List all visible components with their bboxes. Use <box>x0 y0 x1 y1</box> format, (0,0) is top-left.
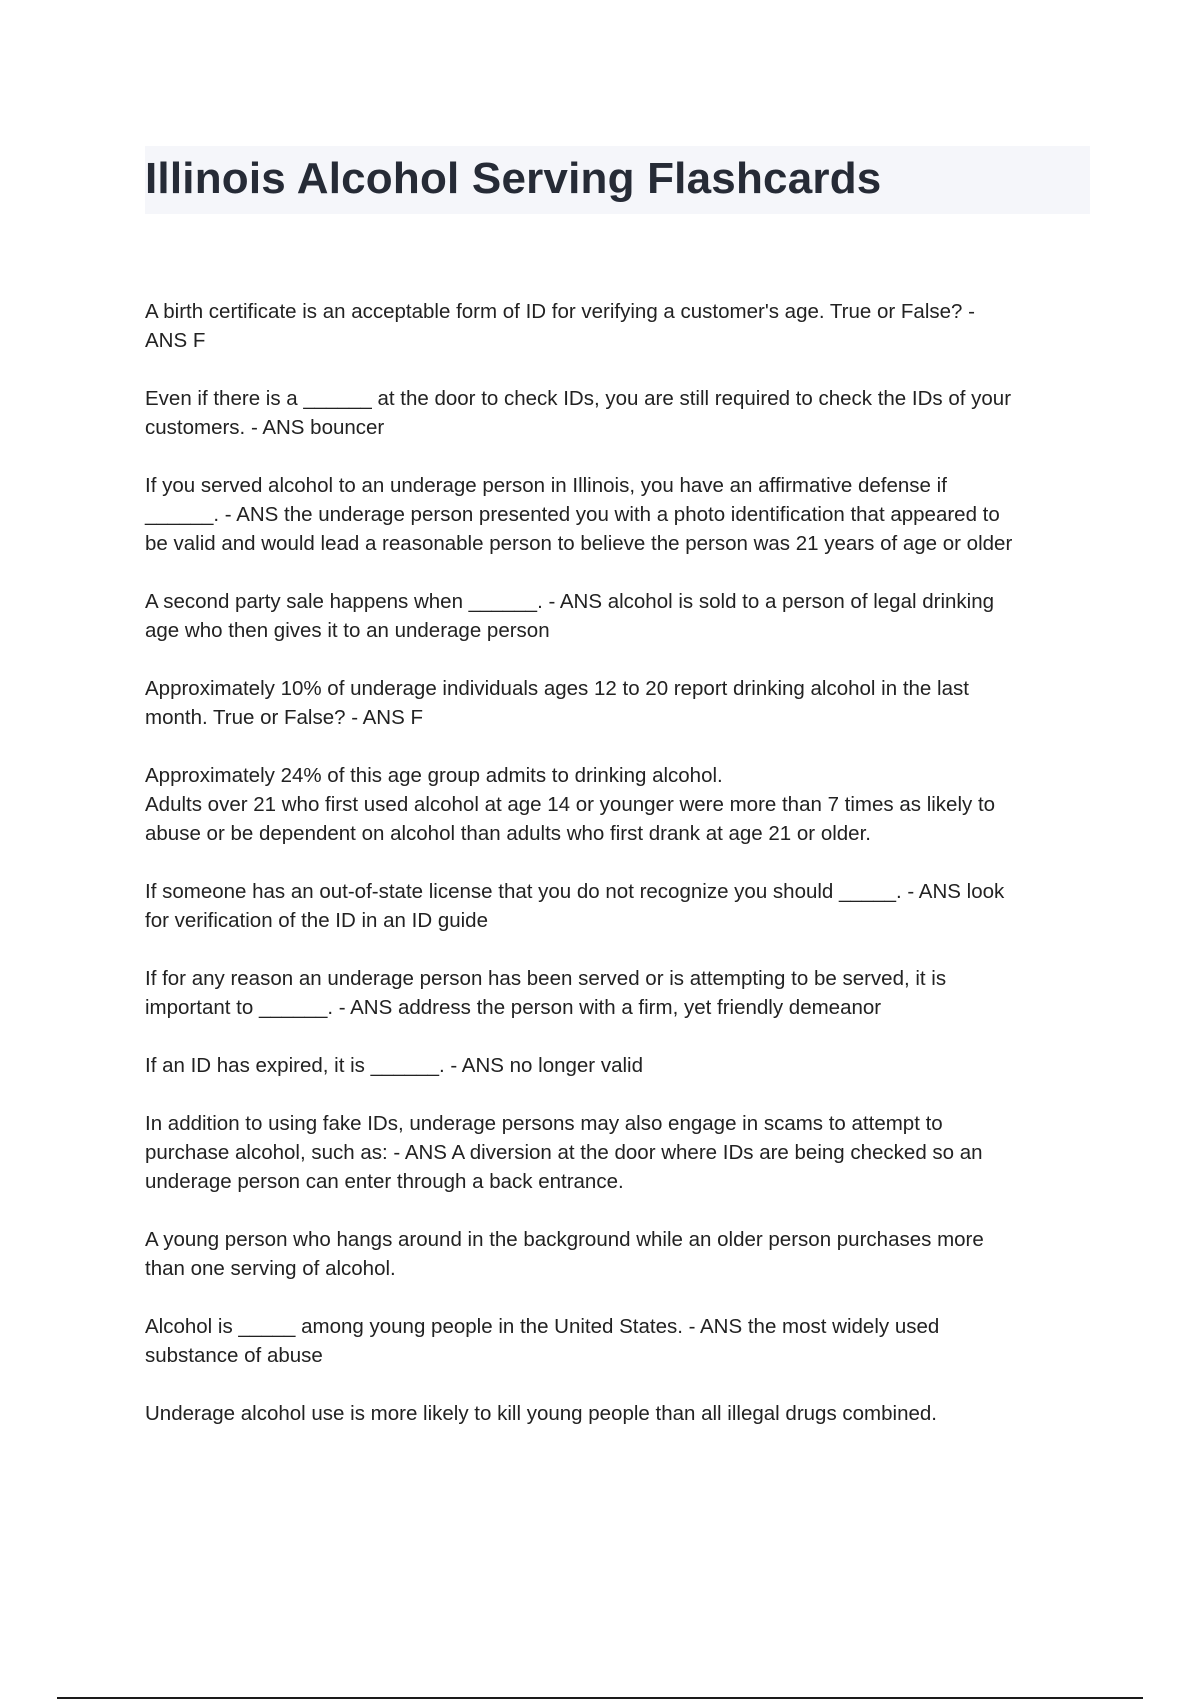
text-line: for verification of the ID in an ID guide <box>145 909 488 932</box>
flashcard-paragraph <box>145 587 1090 645</box>
text-line: underage person can enter through a back entrance. <box>145 1170 624 1193</box>
flashcard-paragraph <box>145 1109 1090 1196</box>
text-line: Even if there is a ______ at the door to check IDs, you are still required to check the IDs of your <box>145 387 1012 410</box>
text-line: month. True or False? - ANS F <box>145 706 423 729</box>
page-title: Illinois Alcohol Serving Flashcards <box>145 154 882 203</box>
flashcard-paragraph <box>145 384 1090 442</box>
flashcard-paragraph <box>145 297 1090 355</box>
text-line: In addition to using fake IDs, underage persons may also engage in scams to attempt to <box>145 1112 943 1135</box>
text-line: customers. - ANS bouncer <box>145 416 385 439</box>
flashcard-paragraph <box>145 964 1090 1022</box>
text-line: If you served alcohol to an underage person in Illinois, you have an affirmative defense if <box>145 474 947 497</box>
text-line: Adults over 21 who first used alcohol at age 14 or younger were more than 7 times as likely to <box>145 793 996 816</box>
flashcard-paragraph <box>145 674 1090 732</box>
text-line: Approximately 24% of this age group admits to drinking alcohol. <box>145 764 723 787</box>
flashcard-list <box>145 297 1090 1457</box>
text-line: be valid and would lead a reasonable person to believe the person was 21 years of age or older <box>145 532 1013 555</box>
title-banner <box>145 146 1090 214</box>
flashcard-paragraph <box>145 1399 1090 1428</box>
text-line: abuse or be dependent on alcohol than adults who first drank at age 21 or older. <box>145 822 871 845</box>
text-line: ANS F <box>145 329 206 352</box>
text-line: than one serving of alcohol. <box>145 1257 396 1280</box>
text-line: ______. - ANS the underage person presented you with a photo identification that appeared to <box>145 503 1000 526</box>
text-line: purchase alcohol, such as: - ANS A diversion at the door where IDs are being checked so an <box>145 1141 983 1164</box>
flashcard-paragraph <box>145 471 1090 558</box>
text-line: important to ______. - ANS address the person with a firm, yet friendly demeanor <box>145 996 882 1019</box>
flashcard-paragraph <box>145 761 1090 848</box>
text-line: If for any reason an underage person has been served or is attempting to be served, it is <box>145 967 947 990</box>
text-line: Alcohol is _____ among young people in the United States. - ANS the most widely used <box>145 1315 940 1338</box>
flashcard-paragraph <box>145 1312 1090 1370</box>
footer-divider <box>57 1697 1143 1699</box>
text-line: A young person who hangs around in the background while an older person purchases more <box>145 1228 984 1251</box>
text-line: substance of abuse <box>145 1344 323 1367</box>
flashcard-paragraph <box>145 1051 1090 1080</box>
text-line: A second party sale happens when ______. - ANS alcohol is sold to a person of legal drinking <box>145 590 995 613</box>
flashcard-paragraph <box>145 877 1090 935</box>
text-line: Underage alcohol use is more likely to kill young people than all illegal drugs combined. <box>145 1402 937 1425</box>
text-line: Approximately 10% of underage individuals ages 12 to 20 report drinking alcohol in the last <box>145 677 969 700</box>
text-line: If someone has an out-of-state license that you do not recognize you should _____. - ANS look <box>145 880 1005 903</box>
text-line: age who then gives it to an underage person <box>145 619 550 642</box>
text-line: If an ID has expired, it is ______. - ANS no longer valid <box>145 1054 643 1077</box>
text-line: A birth certificate is an acceptable form of ID for verifying a customer's age. True or False? - <box>145 300 975 323</box>
flashcard-paragraph <box>145 1225 1090 1283</box>
